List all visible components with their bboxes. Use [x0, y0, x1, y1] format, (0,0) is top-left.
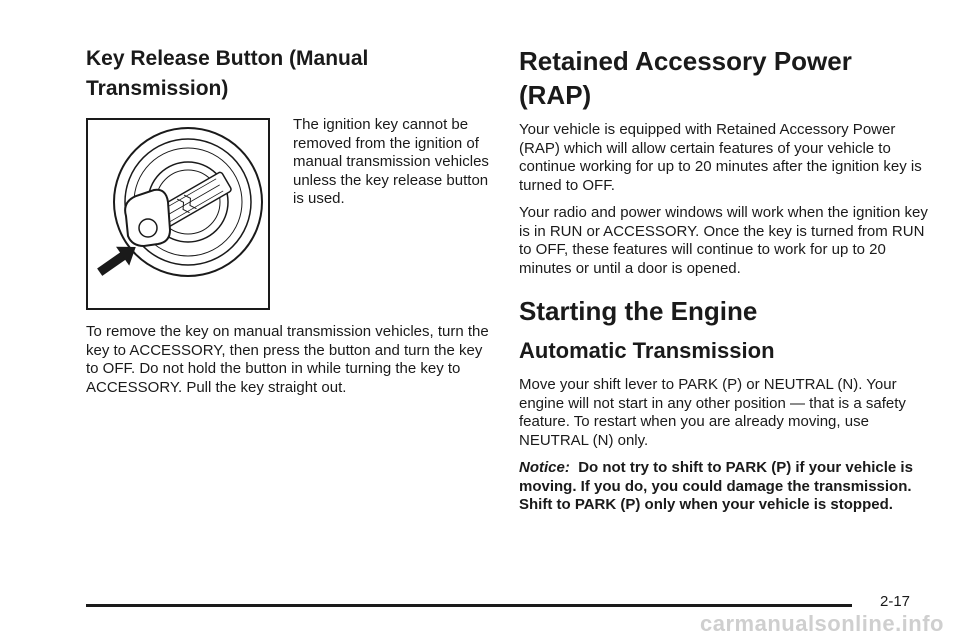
starting-engine-heading: Starting the Engine	[519, 296, 758, 326]
rap-paragraph-1: Your vehicle is equipped with Retained Accessory Power (RAP) which will allow certain features of your vehicle to continue working for up to 20 minutes after the ignition key is turned to OFF.	[519, 121, 922, 194]
rap-heading: Retained Accessory Power (RAP)	[519, 46, 852, 110]
figure-caption: The ignition key cannot be removed from the ignition of manual transmission vehicles unless the key release button is used.	[293, 116, 489, 207]
ignition-key-icon	[88, 120, 268, 308]
notice-block	[519, 459, 931, 515]
key-release-heading: Key Release Button (Manual Transmission)	[86, 47, 369, 100]
notice-text: Do not try to shift to PARK (P) if your vehicle is moving. If you do, you could damage the transmission. Shift to PARK (P) only when your vehicle is stopped.	[519, 459, 913, 513]
notice-label: Notice:	[519, 459, 570, 476]
key-removal-paragraph: To remove the key on manual transmission vehicles, turn the key to ACCESSORY, then press the button and turn the key to OFF. Do not hold the button in while turning the key to ACCESSORY. Pull the key straight out.	[86, 323, 489, 396]
page-number: 2-17	[880, 593, 911, 610]
right-column	[519, 44, 931, 515]
watermark: carmanualsonline.info	[700, 611, 944, 636]
automatic-transmission-heading: Automatic Transmission	[519, 338, 775, 363]
automatic-paragraph: Move your shift lever to PARK (P) or NEUTRAL (N). Your engine will not start in any other position — that is a safety feature. To restart when you are already moving, use NEUTRAL (N) only.	[519, 376, 906, 449]
figure-row	[86, 118, 496, 323]
rap-paragraph-2: Your radio and power windows will work when the ignition key is in RUN or ACCESSORY. Once the key is turned from RUN to OFF, these features will continue to work for up to 20 minutes or until a door is opened.	[519, 204, 928, 277]
ignition-illustration	[86, 118, 270, 310]
left-column	[86, 44, 496, 397]
footer-rule	[86, 604, 852, 607]
